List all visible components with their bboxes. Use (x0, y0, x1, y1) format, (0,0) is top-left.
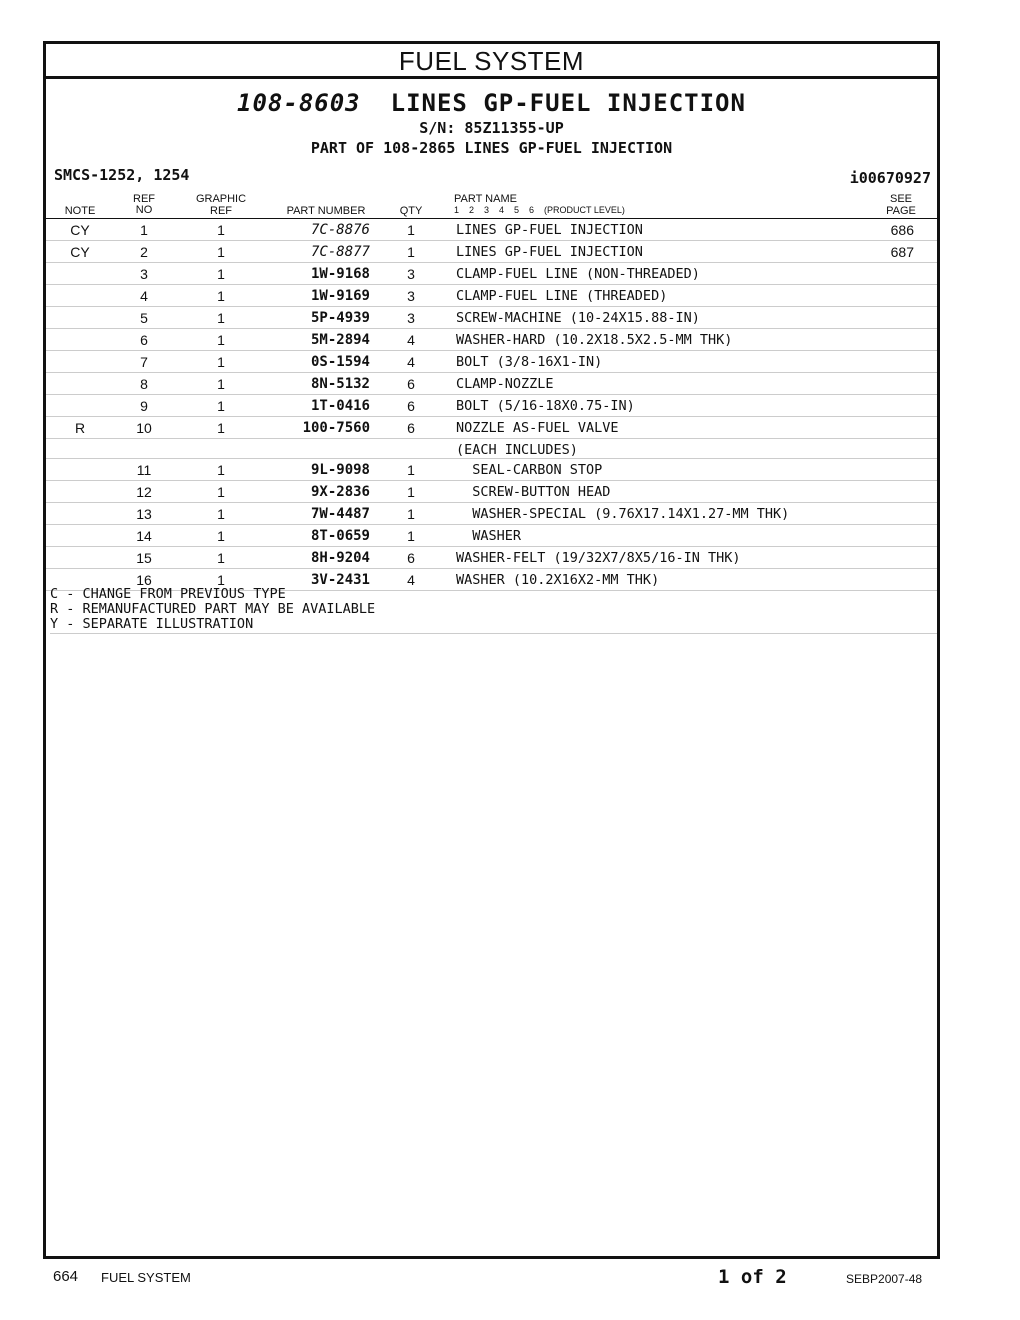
row-part-name: LINES GP-FUEL INJECTION (456, 244, 643, 260)
row-part-name: (EACH INCLUDES) (456, 442, 578, 458)
row-see-page[interactable]: 686 (890, 222, 914, 238)
row-ref-number: 1 (140, 222, 148, 238)
row-graphic-ref: 1 (217, 398, 225, 414)
row-part-name: WASHER (456, 528, 522, 544)
row-part-number[interactable]: 9L-9098 (310, 462, 370, 478)
col-see-top: SEE (889, 193, 912, 205)
table-row (46, 481, 937, 503)
row-quantity: 1 (407, 244, 415, 260)
row-part-number[interactable]: 1T-0416 (310, 398, 370, 414)
row-graphic-ref: 1 (217, 354, 225, 370)
row-part-number[interactable]: 5P-4939 (310, 310, 370, 326)
row-quantity: 1 (407, 222, 415, 238)
table-row (46, 285, 937, 307)
table-row (46, 263, 937, 285)
table-row (46, 503, 937, 525)
row-quantity: 6 (407, 420, 415, 436)
group-number[interactable]: 108-8603 (237, 89, 361, 117)
footer-doc-id: SEBP2007-48 (846, 1272, 923, 1286)
footer-page-of: 1 of 2 (718, 1266, 787, 1288)
row-part-name: CLAMP-FUEL LINE (THREADED) (456, 288, 668, 304)
table-row (46, 417, 937, 439)
row-ref-number: 5 (140, 310, 148, 326)
row-ref-number: 2 (140, 244, 148, 260)
row-part-name: SCREW-BUTTON HEAD (456, 484, 611, 500)
col-note: NOTE (64, 205, 96, 217)
row-ref-number: 15 (136, 550, 152, 566)
row-part-name: NOZZLE AS-FUEL VALVE (456, 420, 619, 436)
row-part-name: WASHER-HARD (10.2X18.5X2.5-MM THK) (456, 332, 733, 348)
row-ref-number: 7 (140, 354, 148, 370)
row-quantity: 1 (407, 484, 415, 500)
row-part-number[interactable]: 7W-4487 (310, 506, 370, 522)
legend-line: R - REMANUFACTURED PART MAY BE AVAILABLE (50, 601, 376, 617)
row-quantity: 1 (407, 506, 415, 522)
row-part-number[interactable]: 1W-9169 (310, 288, 370, 304)
row-part-number[interactable]: 9X-2836 (310, 484, 370, 500)
row-quantity: 6 (407, 550, 415, 566)
row-ref-number: 10 (136, 420, 152, 436)
row-part-name: SCREW-MACHINE (10-24X15.88-IN) (456, 310, 700, 326)
footer-section: FUEL SYSTEM (101, 1270, 191, 1285)
row-part-number[interactable]: 5M-2894 (310, 332, 370, 348)
serial-range: S/N: 85Z11355-UP (419, 119, 564, 137)
table-row (46, 329, 937, 351)
row-quantity: 1 (407, 462, 415, 478)
row-graphic-ref: 1 (217, 420, 225, 436)
row-see-page[interactable]: 687 (890, 244, 914, 260)
section-title: FUEL SYSTEM (46, 44, 937, 79)
row-ref-number: 4 (140, 288, 148, 304)
row-part-name: BOLT (3/8-16X1-IN) (456, 354, 603, 370)
col-product-level: 1 2 3 4 5 6 (PRODUCT LEVEL) (454, 205, 625, 215)
row-graphic-ref: 1 (217, 572, 225, 588)
row-ref-number: 6 (140, 332, 148, 348)
col-part-name: PART NAME (454, 193, 517, 205)
row-quantity: 4 (407, 354, 415, 370)
page-frame (43, 41, 940, 1259)
row-quantity: 3 (407, 310, 415, 326)
footer-page-number: 664 (53, 1268, 79, 1285)
row-graphic-ref: 1 (217, 332, 225, 348)
row-note: R (74, 420, 86, 436)
table-row (46, 547, 937, 569)
row-part-number[interactable]: 7C-8877 (310, 244, 370, 260)
row-part-number[interactable]: 100-7560 (302, 420, 370, 436)
row-part-name: WASHER (10.2X16X2-MM THK) (456, 572, 660, 588)
row-graphic-ref: 1 (217, 376, 225, 392)
row-ref-number: 14 (136, 528, 152, 544)
table-row (46, 525, 937, 547)
table-row (46, 219, 937, 241)
row-graphic-ref: 1 (217, 244, 225, 260)
column-header (46, 192, 937, 219)
row-part-name: CLAMP-FUEL LINE (NON-THREADED) (456, 266, 700, 282)
row-ref-number: 8 (140, 376, 148, 392)
row-quantity: 3 (407, 288, 415, 304)
row-part-name: WASHER-FELT (19/32X7/8X5/16-IN THK) (456, 550, 741, 566)
row-note: CY (70, 222, 90, 238)
illustration-id: i00670927 (849, 169, 931, 187)
table-row (46, 439, 937, 459)
row-ref-number: 13 (136, 506, 152, 522)
row-quantity: 3 (407, 266, 415, 282)
row-quantity: 6 (407, 398, 415, 414)
table-row (46, 459, 937, 481)
row-quantity: 1 (407, 528, 415, 544)
row-ref-number: 12 (136, 484, 152, 500)
table-row (46, 351, 937, 373)
table-row (46, 307, 937, 329)
row-part-number[interactable]: 8N-5132 (310, 376, 370, 392)
row-ref-number: 9 (140, 398, 148, 414)
row-graphic-ref: 1 (217, 288, 225, 304)
row-graphic-ref: 1 (217, 506, 225, 522)
row-quantity: 6 (407, 376, 415, 392)
row-part-number[interactable]: 0S-1594 (310, 354, 370, 370)
col-ref-top: REF (133, 193, 155, 205)
row-part-number[interactable]: 7C-8876 (310, 222, 370, 238)
row-part-name: LINES GP-FUEL INJECTION (456, 222, 643, 238)
row-part-number[interactable]: 3V-2431 (310, 572, 370, 588)
row-graphic-ref: 1 (217, 222, 225, 238)
row-part-number[interactable]: 8H-9204 (310, 550, 370, 566)
part-of: PART OF 108-2865 LINES GP-FUEL INJECTION (310, 139, 673, 157)
legend-line: C - CHANGE FROM PREVIOUS TYPE (50, 586, 286, 602)
row-graphic-ref: 1 (217, 550, 225, 566)
legend-line: Y - SEPARATE ILLUSTRATION (50, 616, 254, 632)
row-graphic-ref: 1 (217, 484, 225, 500)
col-see-bottom: PAGE (886, 205, 916, 217)
row-note: CY (70, 244, 90, 260)
row-part-name: SEAL-CARBON STOP (456, 462, 603, 478)
col-ref-bottom: NO (135, 204, 153, 216)
row-graphic-ref: 1 (217, 462, 225, 478)
row-graphic-ref: 1 (217, 528, 225, 544)
col-qty: QTY (399, 205, 423, 217)
row-part-name: CLAMP-NOZZLE (456, 376, 554, 392)
row-ref-number: 11 (136, 462, 152, 478)
group-name: LINES GP-FUEL INJECTION (390, 89, 746, 117)
col-graphic-top: GRAPHIC (195, 193, 247, 205)
table-row (46, 395, 937, 417)
row-graphic-ref: 1 (217, 310, 225, 326)
row-ref-number: 16 (136, 572, 152, 588)
row-quantity: 4 (407, 572, 415, 588)
row-part-name: BOLT (5/16-18X0.75-IN) (456, 398, 635, 414)
row-part-number[interactable]: 8T-0659 (310, 528, 370, 544)
row-quantity: 4 (407, 332, 415, 348)
table-row (46, 373, 937, 395)
group-title (46, 89, 937, 117)
smcs-code: SMCS-1252, 1254 (54, 166, 190, 184)
row-graphic-ref: 1 (217, 266, 225, 282)
legend (50, 587, 937, 634)
row-ref-number: 3 (140, 266, 148, 282)
table-row (46, 241, 937, 263)
row-part-name: WASHER-SPECIAL (9.76X17.14X1.27-MM THK) (456, 506, 790, 522)
col-part-number: PART NUMBER (286, 205, 366, 217)
row-part-number[interactable]: 1W-9168 (310, 266, 370, 282)
col-graphic-bottom: REF (210, 205, 232, 217)
